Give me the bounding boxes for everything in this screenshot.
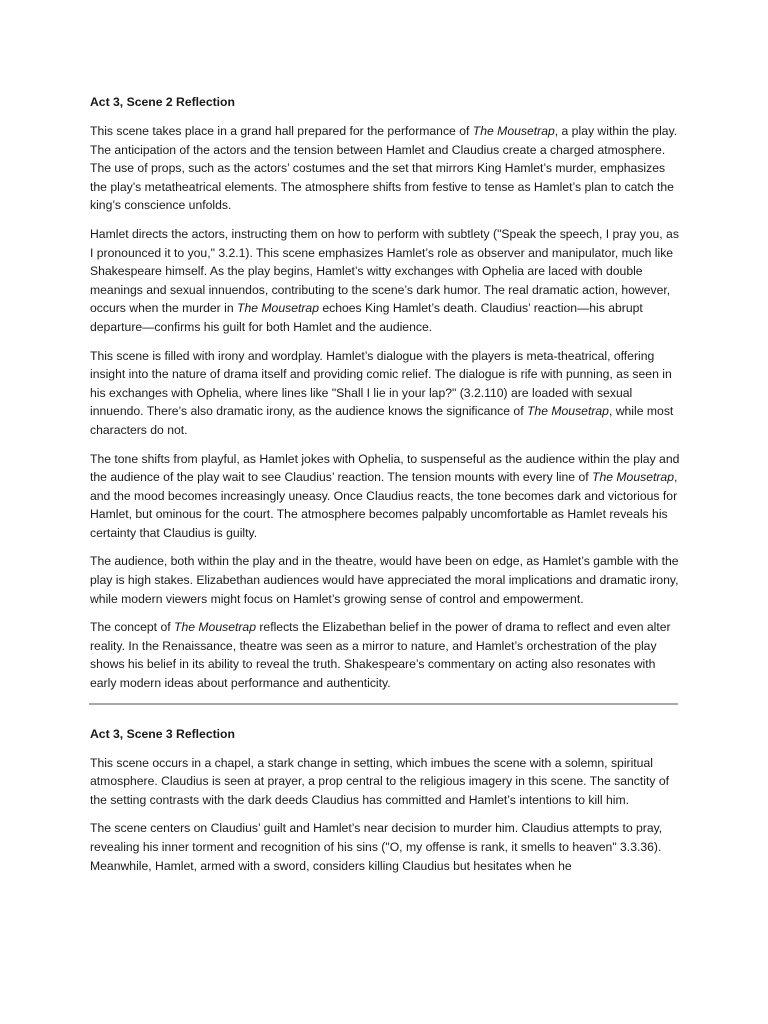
section-divider [89, 703, 678, 705]
paragraph: Hamlet directs the actors, instructing them on how to perform with subtlety ("Speak the speech, I pray you, as I pronounced it to you," 3.2.1). This scene emphasizes Hamlet’s role as observer and manipulator, much like Shakespeare himself. As the play begins, Hamlet’s witty exchanges with Ophelia are laced with double meanings and sexual innuendos, contributing to the scene’s dark humor. The real dramatic action, however, occurs when the murder in The Mousetrap echoes King Hamlet’s death. Claudius’ reaction—his abrupt departure—confirms his guilt for both Hamlet and the audience. [90, 226, 679, 334]
paragraph: This scene is filled with irony and wordplay. Hamlet’s dialogue with the players is meta-theatrical, offering insight into the nature of drama itself and providing comic relief. The dialogue is rife with punning, as seen in his exchanges with Ophelia, where lines like "Shall I lie in your lap?" (3.2.110) are loaded with sexual innuendo. There’s also dramatic irony, as the audience knows the significance of The Mousetrap, while most characters do not. [90, 348, 674, 437]
paragraph: The tone shifts from playful, as Hamlet jokes with Ophelia, to suspenseful as the audience within the play and the audience of the play wait to see Claudius’ reaction. The tension mounts with every line of The Mousetrap, and the mood becomes increasingly uneasy. Once Claudius reacts, the tone becomes dark and victorious for Hamlet, but ominous for the court. The atmosphere becomes palpably uncomfortable as Hamlet reveals his certainty that Claudius is guilty. [90, 451, 680, 540]
section-heading: Act 3, Scene 2 Reflection [90, 95, 235, 109]
section-act3-scene3 [90, 725, 680, 876]
paragraph: The scene centers on Claudius’ guilt and Hamlet’s near decision to murder him. Claudius attempts to pray, revealing his inner torment and recognition of his sins ("O, my offense is rank, it smells to heaven" 3.3.36). Meanwhile, Hamlet, armed with a sword, considers killing Claudius but hesitates when he [90, 821, 663, 873]
italic-title: The Mousetrap [237, 301, 319, 316]
italic-title: The Mousetrap [472, 124, 555, 138]
section-act3-scene2 [90, 93, 680, 693]
italic-title: The Mousetrap [592, 470, 674, 485]
paragraph: This scene takes place in a grand hall prepared for the performance of The Mousetrap, a play within the play. The anticipation of the actors and the tension between Hamlet and Claudius create a charged atmosphere. The use of props, such as the actors’ costumes and the set that mirrors King Hamlet’s murder, emphasizes the play’s metatheatrical elements. The atmosphere shifts from festive to tense as Hamlet’s plan to catch the king’s conscience unfolds. [90, 124, 678, 213]
italic-title: The Mousetrap [174, 620, 256, 635]
paragraph: The audience, both within the play and in the theatre, would have been on edge, as Hamlet’s gamble with the play is high stakes. Elizabethan audiences would have appreciated the moral implications and dramatic irony, while modern viewers might focus on Hamlet’s growing sense of control and empowerment. [90, 554, 679, 606]
document-page [90, 93, 680, 885]
paragraph: This scene occurs in a chapel, a stark change in setting, which imbues the scene with a solemn, spiritual atmosphere. Claudius is seen at prayer, a prop central to the religious imagery in this scene. The sanctity of the setting contrasts with the dark deeds Claudius has committed and Hamlet’s intentions to kill him. [90, 755, 669, 807]
italic-title: The Mousetrap [526, 404, 609, 419]
paragraph: The concept of The Mousetrap reflects the Elizabethan belief in the power of drama to reflect and even alter reality. In the Renaissance, theatre was seen as a mirror to nature, and Hamlet’s orchestration of the play shows his belief in its ability to reveal the truth. Shakespeare’s commentary on acting also resonates with early modern ideas about performance and authenticity. [90, 620, 671, 691]
section-heading: Act 3, Scene 3 Reflection [90, 726, 235, 741]
